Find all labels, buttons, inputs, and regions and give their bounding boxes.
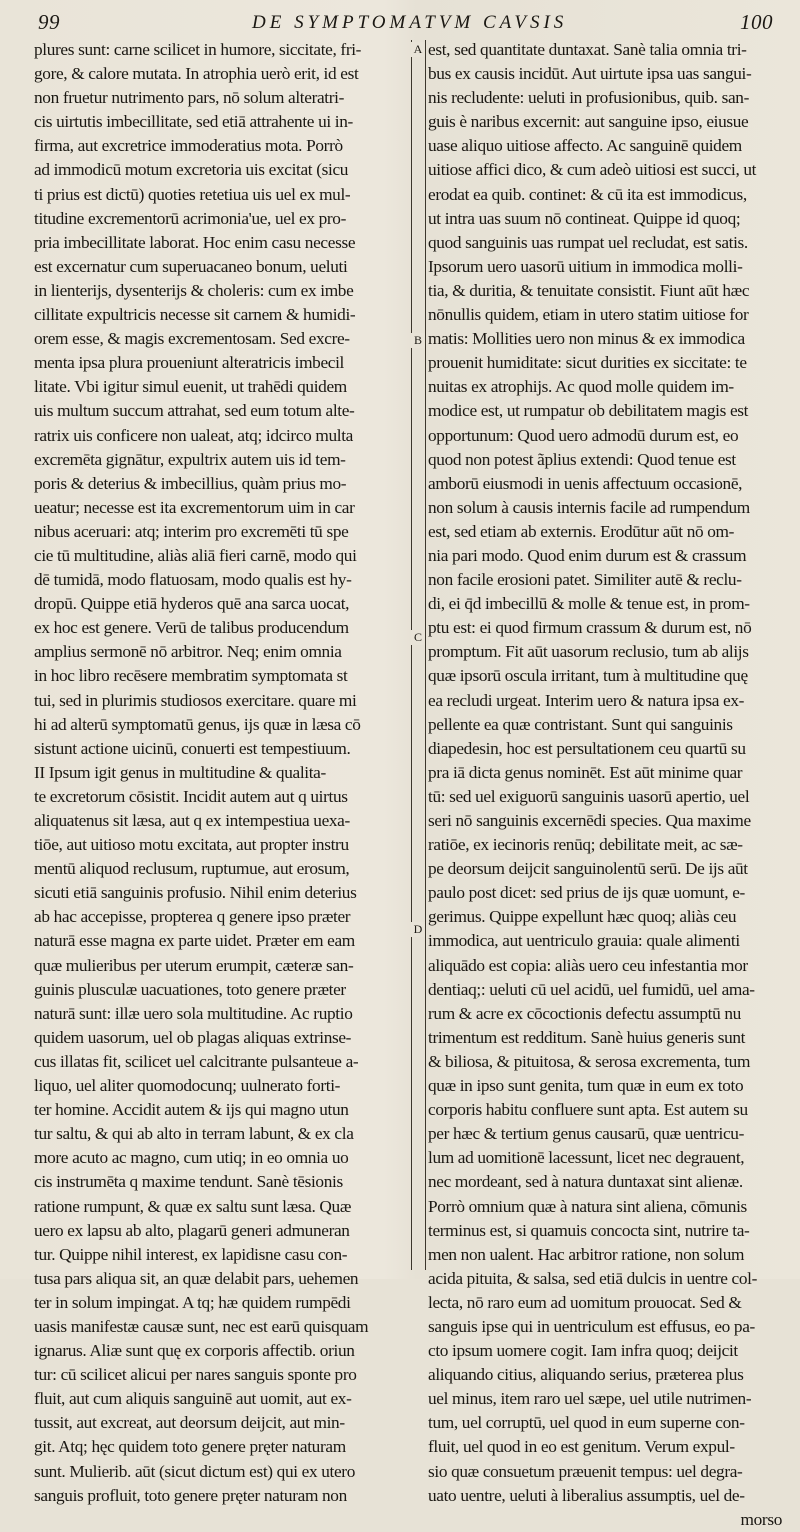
text-line: tū: sed uel exiguorū sanguinis uasorū apertio, uel <box>428 786 750 806</box>
text-line: acida pituita, & salsa, sed etiā dulcis in uentre col- <box>428 1268 758 1288</box>
text-line: opportunum: Quod uero admodū durum est, eo <box>428 425 739 445</box>
text-line: hi ad alterū symptomatū genus, ijs quæ in læsa cō <box>34 714 361 734</box>
running-title: DE SYMPTOMATVM CAVSIS <box>252 12 568 33</box>
text-line: sio quæ consuetum præuenit tempus: uel degra- <box>428 1461 743 1481</box>
text-line: more acuto ac magno, cum utiq; in eo omnia uo <box>34 1148 349 1168</box>
margin-letter-c: C <box>411 630 425 645</box>
text-line: ad immodicū motum excretoria uis excitat (sicu <box>34 160 349 180</box>
text-line: quæ in ipso sunt genita, tum quæ in eum ex toto <box>428 1076 744 1096</box>
text-line: prouenit humiditate: sicut durities ex siccitate: te <box>428 353 747 373</box>
text-line: terminus est, si quamuis concocta sint, nutrire ta- <box>428 1220 750 1240</box>
text-line: ea recludi urgeat. Interim uero & natura ipsa ex- <box>428 690 745 710</box>
text-line: sicuti etiā sanguinis profusio. Nihil enim deterius <box>34 883 357 903</box>
text-line: in hoc libro recēsere membratim symptomata st <box>34 666 348 686</box>
text-line: ter homine. Accidit autem & ijs qui magno utun <box>34 1100 349 1120</box>
text-line: uitiose affici dico, & cum adeò uitiosi est succi, ut <box>428 160 757 180</box>
text-line: trimentum est redditum. Sanè huius generis sunt <box>428 1027 746 1047</box>
text-line: ueatur; necesse est ita excrementorum uim in car <box>34 497 355 517</box>
text-line: lecta, nō raro eum ad uomitum prouocat. Sed & <box>428 1292 742 1312</box>
text-line: cis uirtutis imbecillitate, sed etiā attrahente ui in- <box>34 112 353 132</box>
text-line: naturā sunt: illæ uero sola multitudine. Ac ruptio <box>34 1003 353 1023</box>
text-line: gore, & calore mutata. In atrophia uerò erit, id est <box>34 64 359 84</box>
text-line: in lienterijs, dysenterijs & choleris: cum ex imbe <box>34 280 354 300</box>
text-line: nec mordeant, sed à natura duntaxat sint alienæ. <box>428 1172 743 1192</box>
text-line: cis instrumēta q maxime tendunt. Sanè tēsionis <box>34 1172 343 1192</box>
right-text-column <box>428 38 782 1532</box>
text-line: ratiōe, ex iecinoris renūq; debilitate meit, ac sæ- <box>428 835 743 855</box>
text-line: tur. Quippe nihil interest, ex lapidisne casu con- <box>34 1244 348 1264</box>
text-line: ignarus. Aliæ sunt quę ex corporis affectib. oriun <box>34 1341 355 1361</box>
text-line: erodat ea quib. continet: & cū ita est immodicus, <box>428 184 747 204</box>
text-line: fluit, uel quod in eo est genitum. Verum expul- <box>428 1437 735 1457</box>
text-line: matis: Mollities uero non minus & ex immodica <box>428 329 745 349</box>
text-line: quod non potest ãplius extendi: Quod tenue est <box>428 449 736 469</box>
text-line: uato uentre, ueluti à liberalius assumptis, uel de- <box>428 1485 745 1505</box>
text-line: dentiaq;: ueluti cū uel acidū, uel fumidū, uel ama- <box>428 979 755 999</box>
text-line: guinis plusculæ uacuationes, toto genere præter <box>34 979 346 999</box>
text-line: ptu est: ei quod firmum crassum & durum est, nō <box>428 618 752 638</box>
text-line: modice est, ut rumpatur ob debilitatem magis est <box>428 401 749 421</box>
text-line: cie tū multitudine, aliàs aliā fieri carnē, modo qui <box>34 545 357 565</box>
text-line: git. Atq; hęc quidem toto genere pręter naturam <box>34 1437 346 1457</box>
text-line: sistunt actione uicinū, conuerti est tempestiuum. <box>34 738 351 758</box>
text-line: promptum. Fit aūt uasorum reclusio, tum ab alijs <box>428 642 749 662</box>
text-line: morso <box>740 1509 782 1529</box>
column-rule-right <box>425 40 426 1270</box>
text-line: nibus aceruari: atq; interim pro excremēti tū spe <box>34 521 349 541</box>
text-line: tiōe, aut uitioso motu excitata, aut propter instru <box>34 835 349 855</box>
text-line: Ipsorum uero uasorū uitium in immodica molli- <box>428 256 743 276</box>
text-line: nuitas ex atrophijs. Ac quod molle quidem im- <box>428 377 734 397</box>
margin-letter-a: A <box>411 42 425 57</box>
text-line: ab hac accepisse, propterea q genere ipso præter <box>34 907 351 927</box>
text-line: aliquatenus sit læsa, aut q ex intempestiua uexa- <box>34 811 350 830</box>
text-line: nōnullis quidem, etiam in utero statim uitiose for <box>428 305 749 325</box>
text-line: tur saltu, & qui ab alto in terram labunt, & ex cla <box>34 1124 354 1144</box>
text-line: quod sanguinis uas rumpat uel recludat, est satis. <box>428 232 748 252</box>
text-line: paulo post dicet: sed prius de ijs quæ uomunt, e- <box>428 883 745 903</box>
page-header <box>0 0 800 40</box>
text-line: ter in solum impingat. A tq; hæ quidem rumpēdi <box>34 1292 351 1312</box>
left-text-column <box>34 38 408 1508</box>
text-line: te excretorum cōsistit. Incidit autem aut q uirtus <box>34 786 348 806</box>
text-line: Porrò omnium quæ à natura sint aliena, cōmunis <box>428 1196 747 1216</box>
text-line: uase aliquo uitiose affecto. Ac sanguinē quidem <box>428 136 742 156</box>
text-line: menta ipsa plura proueniunt alteratricis imbecil <box>34 353 344 373</box>
text-line: naturā esse magna ex parte uidet. Præter em eam <box>34 931 355 951</box>
text-line: tur: cū scilicet alicui per nares sanguis sponte pro <box>34 1365 357 1385</box>
text-line: II Ipsum igit genus in multitudine & qualita- <box>34 762 326 782</box>
text-line: titudine excrementorū acrimonia'ue, uel ex pro- <box>34 208 346 228</box>
text-line: amplius sermonē nō arbitror. Neq; enim omnia <box>34 642 342 662</box>
text-line: ti prius est dictū) quoties retetiua uis uel ex mul- <box>34 184 351 204</box>
text-line: non solum à causis internis facile ad rumpendum <box>428 497 750 517</box>
text-line: uel minus, item raro uel sæpe, uel utile nutrimen- <box>428 1389 752 1409</box>
text-line: firma, aut excretrice immoderatius mota. Porrò <box>34 136 343 156</box>
text-line: fluit, aut cum aliquis sanguinē aut uomit, aut ex- <box>34 1389 352 1409</box>
column-rule-left <box>411 40 412 1270</box>
text-line: tui, sed in plurimis studiosos exercitare. quare mi <box>34 690 357 710</box>
text-line: uasis manifestæ causæ sunt, nec est earū quisquam <box>34 1316 369 1336</box>
margin-letter-d: D <box>411 922 425 937</box>
text-line: nia pari modo. Quod enim durum est & crassum <box>428 545 747 565</box>
text-line: litate. Vbi igitur simul euenit, ut trahēdi quidem <box>34 377 347 397</box>
text-line: excremēta gignātur, expultrix autem uis id tem- <box>34 449 346 469</box>
text-line: per hæc & tertium genus causarū, quæ uentricu- <box>428 1124 744 1144</box>
text-line: plures sunt: carne scilicet in humore, siccitate, fri- <box>34 40 362 59</box>
text-line: pra iā dicta genus nominēt. Est aūt minime quar <box>428 762 743 782</box>
text-line: orem esse, & magis excrementosam. Sed excre- <box>34 329 350 349</box>
text-line: poris & deterius & imbecillius, quàm prius mo- <box>34 473 347 493</box>
text-line: ex hoc est genere. Verū de talibus producendum <box>34 618 349 638</box>
text-line: cillitate expultricis necesse sit carnem & humidi- <box>34 305 356 325</box>
text-line: gerimus. Quippe expellunt hæc quoq; aliàs ceu <box>428 907 737 927</box>
text-line: aliquando citius, aliquando serius, præterea plus <box>428 1365 744 1385</box>
text-line: di, ei q̄d imbecillū & molle & tenue est, in prom- <box>428 594 750 614</box>
text-line: cus illatas fit, scilicet uel calcitrante pulsanteue a- <box>34 1051 359 1071</box>
text-line: quidem uasorum, uel ob plagas aliquas extrinse- <box>34 1027 352 1047</box>
text-line: dē tumidā, modo flatuosam, modo qualis est hy- <box>34 570 352 590</box>
text-line: aliquādo est copia: aliàs uero ceu infestantia mor <box>428 955 748 975</box>
text-line: corporis habitu confluere sunt apta. Est autem su <box>428 1100 748 1120</box>
margin-letter-b: B <box>411 333 425 348</box>
text-line: est, sed etiam ab externis. Erodūtur aūt nō om- <box>428 521 735 541</box>
text-line: ut intra uas suum nō contineat. Quippe id quoq; <box>428 208 741 228</box>
text-line: pe deorsum deijcit sanguinolentū serū. De ijs aūt <box>428 859 748 879</box>
text-line: tia, & duritia, & tenuitate consistit. Fiunt aūt hæc <box>428 280 750 300</box>
text-line: liquo, uel aliter quomodocunq; uulnerato forti- <box>34 1076 341 1096</box>
page-number-right: 100 <box>740 10 773 34</box>
text-line: tum, uel corruptū, uel quod in eum superne con- <box>428 1413 745 1433</box>
text-line: lum ad uomitionē lacessunt, licet nec degrauent, <box>428 1148 745 1168</box>
text-line: pria imbecillitate laborat. Hoc enim casu necesse <box>34 232 356 252</box>
text-line: sanguis profluit, toto genere pręter naturam non <box>34 1485 347 1505</box>
text-line: guis è naribus excernit: aut sanguine ipso, eiusue <box>428 112 749 132</box>
text-line: rum & acre ex cōcoctionis defectu assumptū nu <box>428 1003 741 1023</box>
text-line: est, sed quantitate duntaxat. Sanè talia omnia tri- <box>428 40 747 59</box>
text-line: seri nō sanguinis excernēdi species. Qua maxime <box>428 811 751 830</box>
text-line: ratrix uis conficere non ualeat, atq; idcirco multa <box>34 425 353 445</box>
text-line: est excernatur cum superuacaneo bonum, ueluti <box>34 256 348 276</box>
text-line: amborū eiusmodi in uenis affectuum occasionē, <box>428 473 743 493</box>
text-line: non fruetur nutrimento pars, nō solum alteratri- <box>34 88 345 108</box>
page-number-left: 99 <box>38 10 60 34</box>
text-line: bus ex causis incidūt. Aut uirtute ipsa uas sangui- <box>428 64 752 84</box>
text-line: men non ualent. Hac arbitror ratione, non solum <box>428 1244 745 1264</box>
text-line: cto ipsum uomere cogit. Iam infra quoq; deijcit <box>428 1341 738 1361</box>
text-line: quæ mulieribus per uterum erumpit, cæteræ san- <box>34 955 354 975</box>
text-line: quæ ipsorū oscula irritant, tum à multitudine quę <box>428 666 748 686</box>
text-line: immodica, aut uentriculo grauia: quale alimenti <box>428 931 740 951</box>
text-line: diapedesin, hoc est persultationem ceu quartū su <box>428 738 746 758</box>
text-line: sunt. Mulierib. aūt (sicut dictum est) qui ex utero <box>34 1461 355 1481</box>
text-line: & biliosa, & pituitosa, & serosa excrementa, tum <box>428 1051 751 1071</box>
text-line: mentū aliquod reclusum, ruptumue, aut erosum, <box>34 859 350 879</box>
text-line: pellente ea quæ contristant. Sunt qui sanguinis <box>428 714 733 734</box>
text-line: tussit, aut excreat, aut deorsum deijcit, aut min- <box>34 1413 345 1433</box>
text-line: tusa pars aliqua sit, an quæ delabit pars, uehemen <box>34 1268 359 1288</box>
text-line: nis recludente: ueluti in profusionibus, quib. san- <box>428 88 749 108</box>
text-line: sanguis ipse qui in uentriculum est effusus, eo pa- <box>428 1316 755 1336</box>
text-line: uis multum succum attrahat, sed eum totum alte- <box>34 401 355 421</box>
text-line: dropū. Quippe etiā hyderos quē ana sarca uocat, <box>34 594 350 614</box>
text-line: uero ex lapsu ab alto, plagarū generi admuneran <box>34 1220 350 1240</box>
text-line: ratione rumpunt, & quæ ex saltu sunt læsa. Quæ <box>34 1196 352 1216</box>
text-line: non facile erosioni patet. Similiter autē & reclu- <box>428 570 742 590</box>
